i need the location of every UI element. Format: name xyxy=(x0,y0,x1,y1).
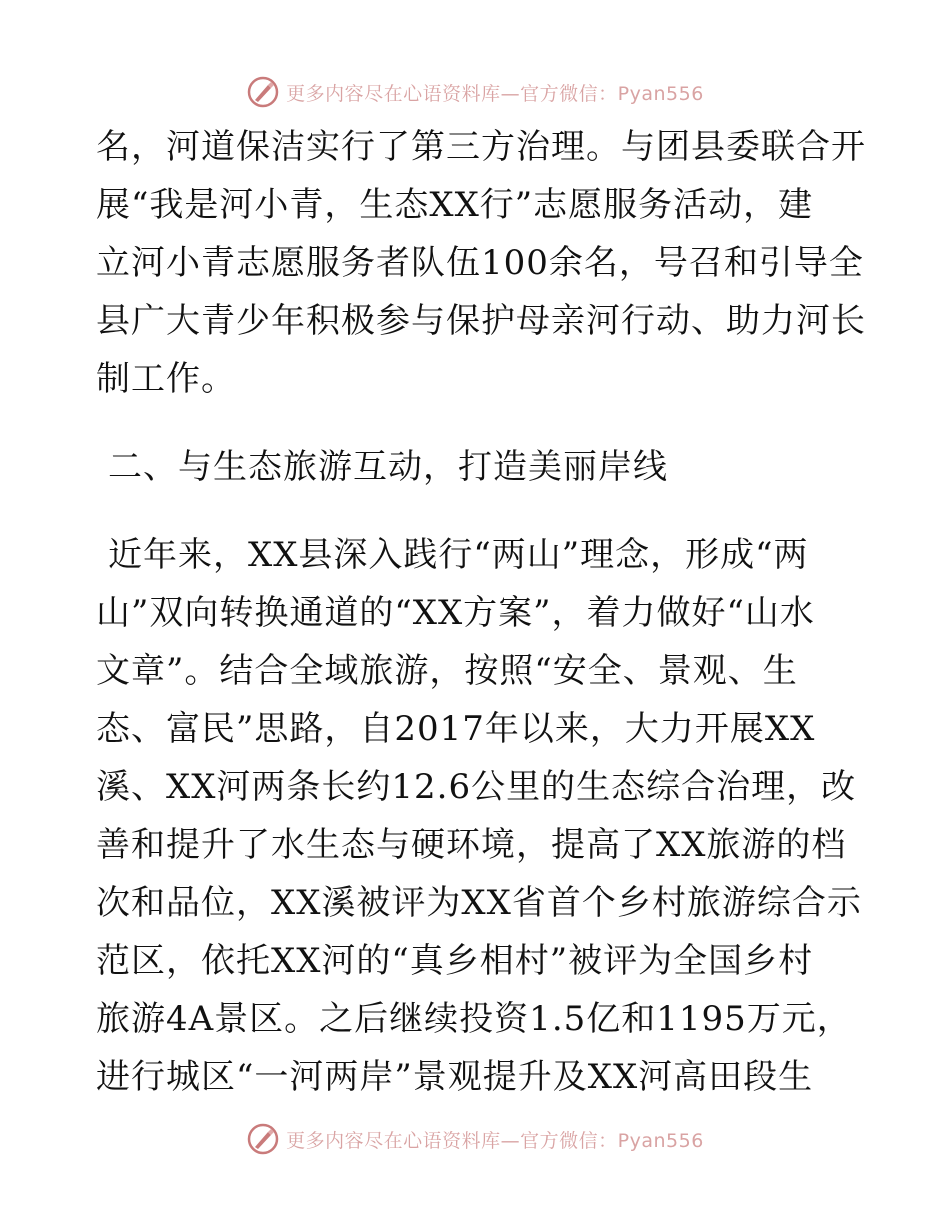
watermark-header xyxy=(0,72,950,112)
text-line: 山”双向转换通道的“XX方案”，着力做好“山水 xyxy=(96,593,815,633)
text-line: 范区，依托XX河的“真乡相村”被评为全国乡村 xyxy=(96,941,814,981)
text-line: 旅游4A景区。之后继续投资1.5亿和1195万元， xyxy=(96,999,852,1039)
paragraph-1 xyxy=(96,118,866,408)
section-heading: 二、与生态旅游互动，打造美丽岸线 xyxy=(108,447,668,487)
text-line: 文章”。结合全域旅游，按照“安全、景观、生 xyxy=(96,651,798,691)
text-line: 县广大青少年积极参与保护母亲河行动、助力河长 xyxy=(96,301,866,341)
text-line: 态、富民”思路，自2017年以来，大力开展XX xyxy=(96,709,816,749)
watermark-text: 更多内容尽在心语资料库—官方微信：Pyan556 xyxy=(286,1129,704,1152)
text-line: 进行城区“一河两岸”景观提升及XX河高田段生 xyxy=(96,1057,814,1097)
watermark-text: 更多内容尽在心语资料库—官方微信：Pyan556 xyxy=(286,82,704,105)
text-line: 溪、XX河两条长约12.6公里的生态综合治理，改 xyxy=(96,767,857,807)
document-body xyxy=(96,118,866,1106)
pen-logo-icon xyxy=(246,1122,280,1156)
paragraph-2 xyxy=(96,526,866,1106)
text-line: 名，河道保洁实行了第三方治理。与团县委联合开 xyxy=(96,127,866,167)
text-line: 立河小青志愿服务者队伍100余名，号召和引导全 xyxy=(96,243,864,283)
text-line: 展“我是河小青，生态XX行”志愿服务活动，建 xyxy=(96,185,814,225)
text-line: 制工作。 xyxy=(96,359,236,399)
text-line: 善和提升了水生态与硬环境，提高了XX旅游的档 xyxy=(96,825,847,865)
pen-logo-icon xyxy=(246,75,280,109)
watermark-footer xyxy=(0,1119,950,1159)
text-line: 近年来，XX县深入践行“两山”理念，形成“两 xyxy=(108,535,809,575)
text-line: 次和品位，XX溪被评为XX省首个乡村旅游综合示 xyxy=(96,883,862,923)
